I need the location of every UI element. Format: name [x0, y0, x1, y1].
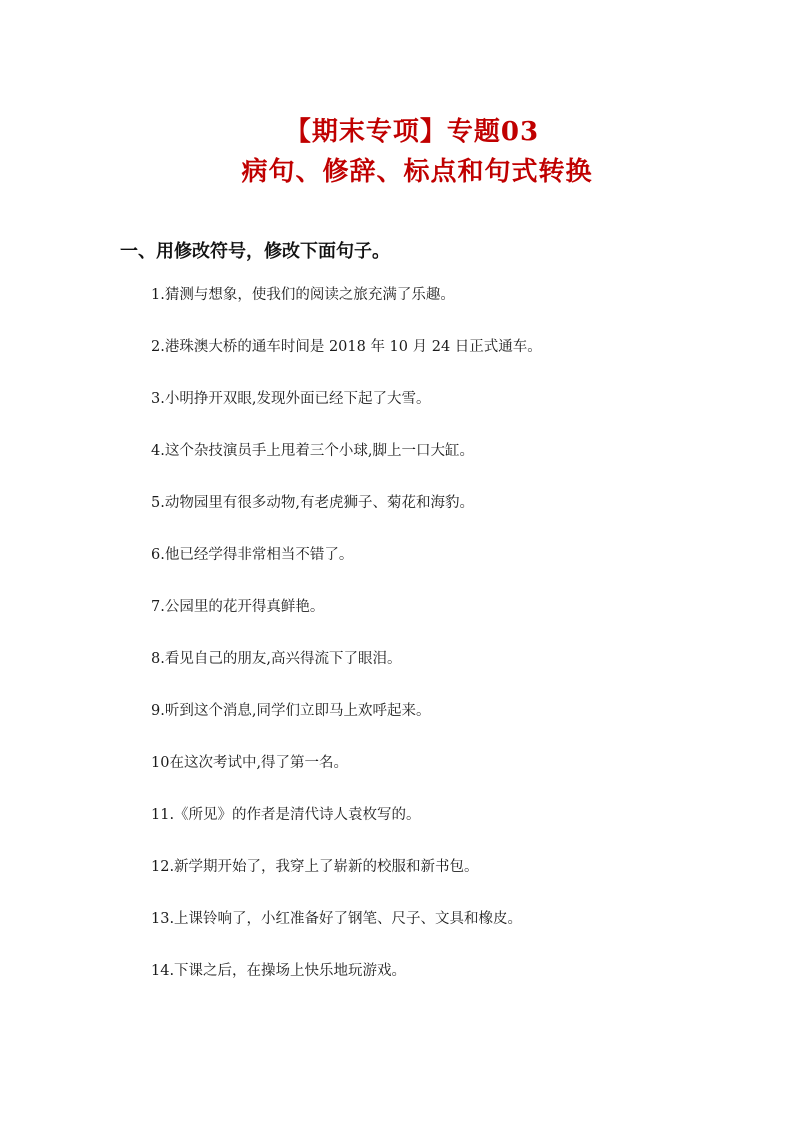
exercise-item: 10在这次考试中,得了第一名。 — [151, 755, 349, 771]
exercise-item: 2.港珠澳大桥的通车时间是 2018 年 10 月 24 日正式通车。 — [151, 339, 542, 355]
exercise-item: 6.他已经学得非常相当不错了。 — [151, 547, 354, 563]
exercise-item: 8.看见自己的朋友,高兴得流下了眼泪。 — [151, 651, 402, 667]
exercise-item: 4.这个杂技演员手上甩着三个小球,脚上一口大缸。 — [151, 443, 474, 459]
exercise-item: 3.小明挣开双眼,发现外面已经下起了大雪。 — [151, 391, 431, 407]
exercise-item: 7.公园里的花开得真鲜艳。 — [151, 599, 325, 615]
exercise-item: 12.新学期开始了，我穿上了崭新的校服和新书包。 — [151, 859, 479, 875]
exercise-item: 9.听到这个消息,同学们立即马上欢呼起来。 — [151, 703, 431, 719]
exercise-item: 11.《所见》的作者是清代诗人袁枚写的。 — [151, 807, 421, 823]
exercise-list — [151, 281, 751, 1009]
exercise-item: 14.下课之后，在操场上快乐地玩游戏。 — [151, 963, 407, 979]
exercise-item: 5.动物园里有很多动物,有老虎狮子、菊花和海豹。 — [151, 495, 474, 511]
section-heading: 一、用修改符号，修改下面句子。 — [120, 241, 390, 262]
document-subtitle: 病句、修辞、标点和句式转换 — [241, 157, 593, 187]
document-title: 【期末专项】专题03 — [284, 117, 540, 147]
exercise-item: 1.猜测与想象，使我们的阅读之旅充满了乐趣。 — [151, 287, 455, 303]
title-block — [0, 112, 794, 192]
exercise-item: 13.上课铃响了，小红准备好了钢笔、尺子、文具和橡皮。 — [151, 911, 523, 927]
